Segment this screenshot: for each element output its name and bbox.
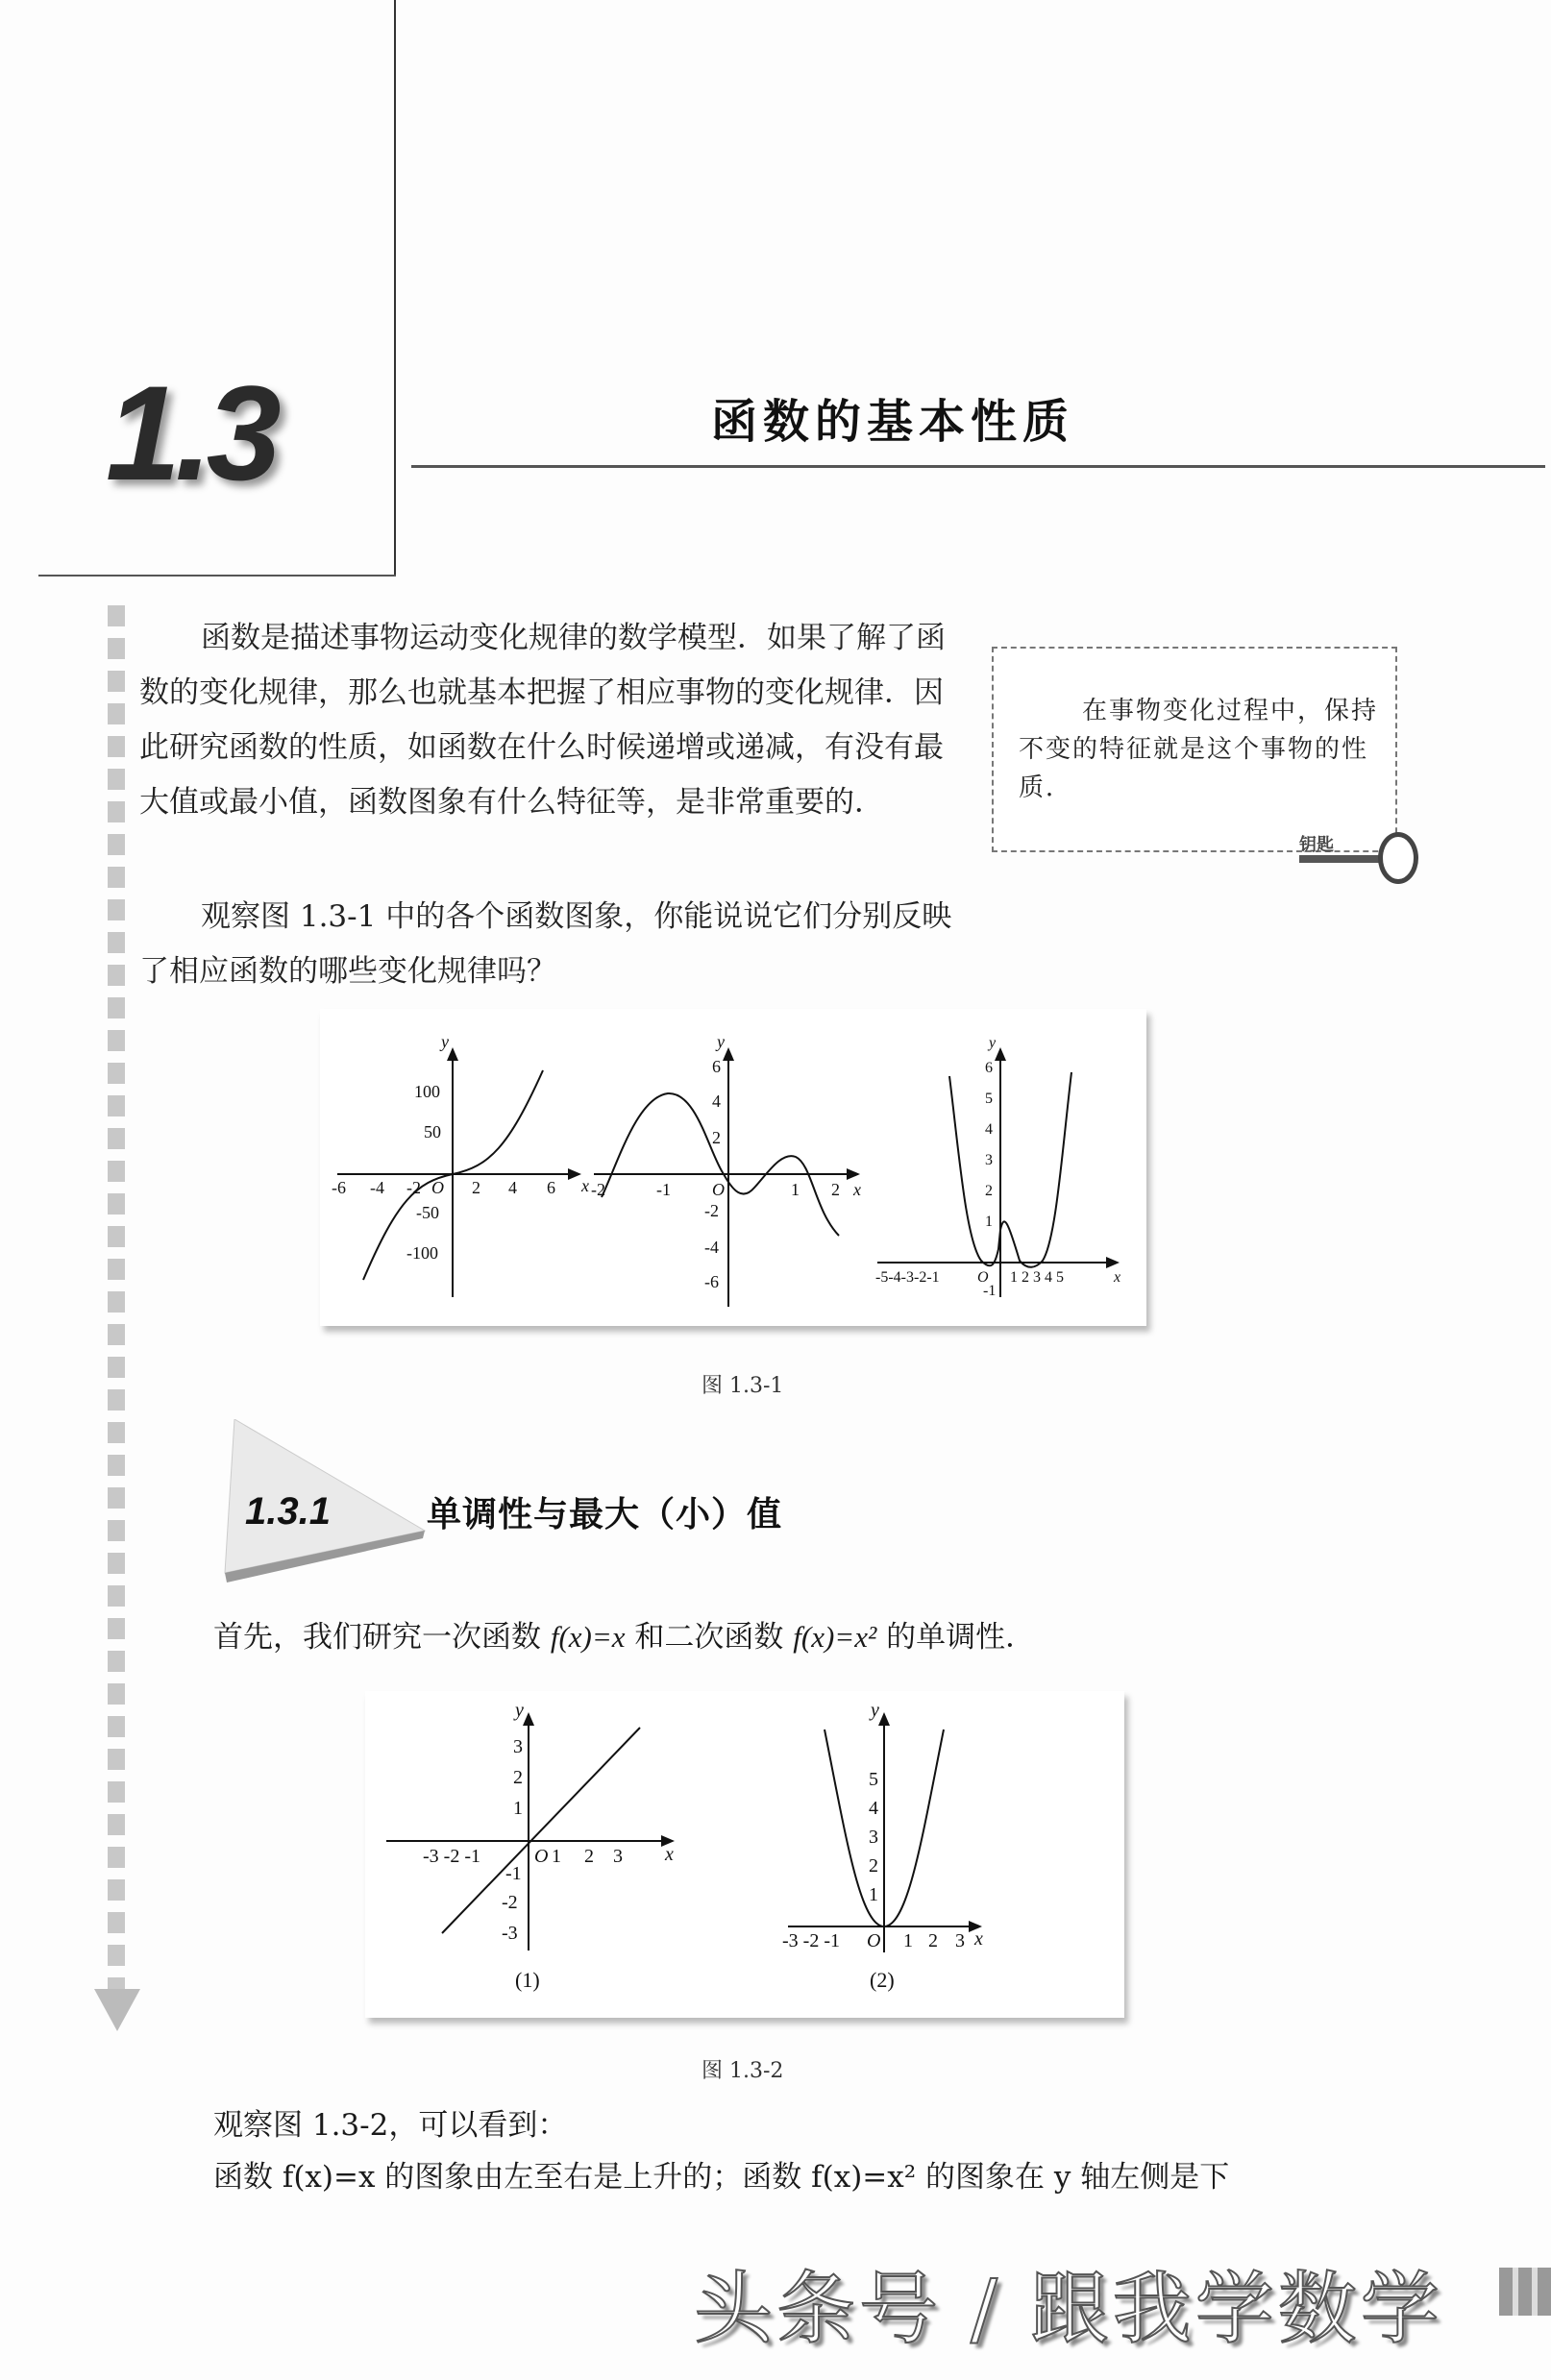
chapter-box-bottom-rule	[38, 575, 396, 577]
key-label: 钥匙	[1299, 835, 1334, 855]
svg-text:O: O	[534, 1846, 549, 1867]
section-title: 单调性与最大（小）值	[427, 1494, 783, 1534]
section-number: 1.3.1	[245, 1490, 331, 1533]
sub-label-2: (2)	[870, 1968, 895, 1992]
svg-text:1: 1	[985, 1214, 993, 1230]
linear-graph	[386, 1714, 673, 1951]
svg-text:1: 1	[552, 1846, 561, 1867]
svg-text:1 2 3 4 5: 1 2 3 4 5	[1010, 1269, 1064, 1286]
svg-text:-2: -2	[502, 1892, 518, 1913]
svg-text:O: O	[712, 1180, 725, 1199]
svg-text:1: 1	[869, 1884, 878, 1905]
w-shaped-graph	[877, 1049, 1121, 1297]
svg-text:2: 2	[513, 1767, 523, 1788]
svg-text:4: 4	[508, 1178, 517, 1197]
svg-text:3: 3	[513, 1736, 523, 1757]
svg-text:y: y	[717, 1032, 725, 1051]
svg-text:3: 3	[985, 1152, 993, 1168]
note-text: 在事物变化过程中，保持不变的特征就是这个事物的性质．	[1019, 697, 1379, 802]
svg-text:x: x	[1114, 1269, 1121, 1286]
svg-text:-100: -100	[406, 1243, 438, 1263]
svg-text:2: 2	[928, 1930, 938, 1951]
svg-text:3: 3	[869, 1827, 878, 1848]
key-icon-shaft	[1299, 855, 1382, 863]
svg-text:-1: -1	[505, 1863, 522, 1884]
formula-quadratic: f(x)=x²	[793, 1620, 877, 1654]
svg-text:O: O	[431, 1178, 444, 1197]
margin-dashed-bar	[108, 605, 125, 1989]
svg-text:x: x	[581, 1176, 589, 1195]
chapter-title-rule	[411, 465, 1545, 468]
svg-text:x: x	[974, 1928, 983, 1950]
figure-1-3-2	[365, 1691, 1124, 2018]
svg-text:-3 -2 -1: -3 -2 -1	[423, 1846, 480, 1867]
svg-text:-6: -6	[332, 1178, 346, 1197]
svg-text:-50: -50	[416, 1203, 439, 1222]
svg-text:-5-4-3-2-1: -5-4-3-2-1	[875, 1269, 940, 1286]
svg-text:2: 2	[712, 1128, 721, 1147]
intro-paragraph-2: 观察图 1.3-1 中的各个函数图象，你能说说它们分别反映了相应函数的哪些变化规律吗？	[139, 899, 952, 989]
svg-text:y: y	[989, 1035, 997, 1051]
svg-text:-1: -1	[656, 1180, 671, 1199]
parabola-graph	[788, 1714, 980, 1952]
page-edge-bar	[1499, 2268, 1551, 2316]
figure-1-3-1	[320, 1009, 1146, 1326]
svg-text:-3: -3	[502, 1923, 518, 1944]
svg-text:O: O	[867, 1930, 881, 1951]
observation-line-1: 观察图 1.3-2，可以看到：	[213, 2108, 568, 2143]
svg-text:50: 50	[424, 1122, 441, 1141]
sub-label-1: (1)	[515, 1968, 540, 1992]
figure-1-3-1-graphs	[320, 1009, 1146, 1326]
svg-text:2: 2	[472, 1178, 480, 1197]
svg-text:5: 5	[985, 1091, 993, 1107]
svg-text:2: 2	[985, 1183, 993, 1199]
margin-arrow-down-icon	[94, 1989, 140, 2031]
cubic-graph	[337, 1049, 579, 1297]
svg-text:-4: -4	[704, 1238, 719, 1257]
svg-text:-2: -2	[406, 1178, 421, 1197]
intro-paragraph-1: 函数是描述事物运动变化规律的数学模型．如果了解了函数的变化规律，那么也就基本把握了相应事物的变化规律．因此研究函数的性质，如函数在什么时候递增或递减，有没有最大值或最小值，函数图象有什么特征等，是非常重要的．	[139, 621, 946, 820]
svg-text:1: 1	[513, 1798, 523, 1819]
key-icon	[1378, 832, 1418, 884]
watermark: 头条号 / 跟我学数学	[694, 2264, 1443, 2355]
figure-1-3-2-graphs	[365, 1691, 1124, 2018]
svg-text:4: 4	[985, 1121, 993, 1138]
section-intro-mid: 和二次函数	[625, 1620, 794, 1655]
svg-text:2: 2	[869, 1855, 878, 1877]
svg-text:-2: -2	[704, 1201, 719, 1220]
figure-1-3-2-caption: 图 1.3-2	[702, 2059, 784, 2083]
oscillating-graph	[594, 1049, 858, 1307]
svg-text:x: x	[665, 1844, 674, 1865]
chapter-number: 1.3	[106, 357, 276, 508]
svg-text:y: y	[515, 1700, 524, 1721]
svg-text:2: 2	[831, 1180, 840, 1199]
section-intro-suffix: 的单调性．	[876, 1620, 1036, 1655]
svg-text:2: 2	[584, 1846, 594, 1867]
svg-text:6: 6	[547, 1178, 555, 1197]
svg-text:-6: -6	[704, 1272, 719, 1291]
svg-text:y: y	[441, 1032, 449, 1051]
svg-text:-4: -4	[370, 1178, 384, 1197]
svg-text:x: x	[853, 1180, 861, 1199]
svg-text:-2: -2	[591, 1180, 605, 1199]
section-intro-line	[213, 1612, 1035, 1656]
svg-text:4: 4	[869, 1798, 878, 1819]
svg-text:1: 1	[791, 1180, 800, 1199]
svg-text:6: 6	[985, 1060, 993, 1076]
svg-text:100: 100	[414, 1082, 440, 1101]
figure-1-3-1-caption: 图 1.3-1	[702, 1374, 784, 1398]
svg-text:-3 -2 -1: -3 -2 -1	[782, 1930, 840, 1951]
svg-text:5: 5	[869, 1769, 878, 1790]
svg-text:3: 3	[613, 1846, 623, 1867]
svg-text:-1: -1	[983, 1283, 997, 1299]
svg-text:4: 4	[712, 1092, 721, 1111]
svg-text:3: 3	[955, 1930, 965, 1951]
svg-text:1: 1	[903, 1930, 913, 1951]
svg-text:y: y	[871, 1700, 879, 1721]
formula-linear: f(x)=x	[550, 1620, 626, 1654]
observation-line-2: 函数 f(x)=x 的图象由左至右是上升的；函数 f(x)=x² 的图象在 y 轴左侧是下	[213, 2160, 1230, 2195]
chapter-title: 函数的基本性质	[711, 395, 1075, 449]
svg-text:O: O	[977, 1269, 989, 1286]
svg-text:6: 6	[712, 1057, 721, 1076]
section-intro-prefix: 首先，我们研究一次函数	[213, 1620, 551, 1655]
